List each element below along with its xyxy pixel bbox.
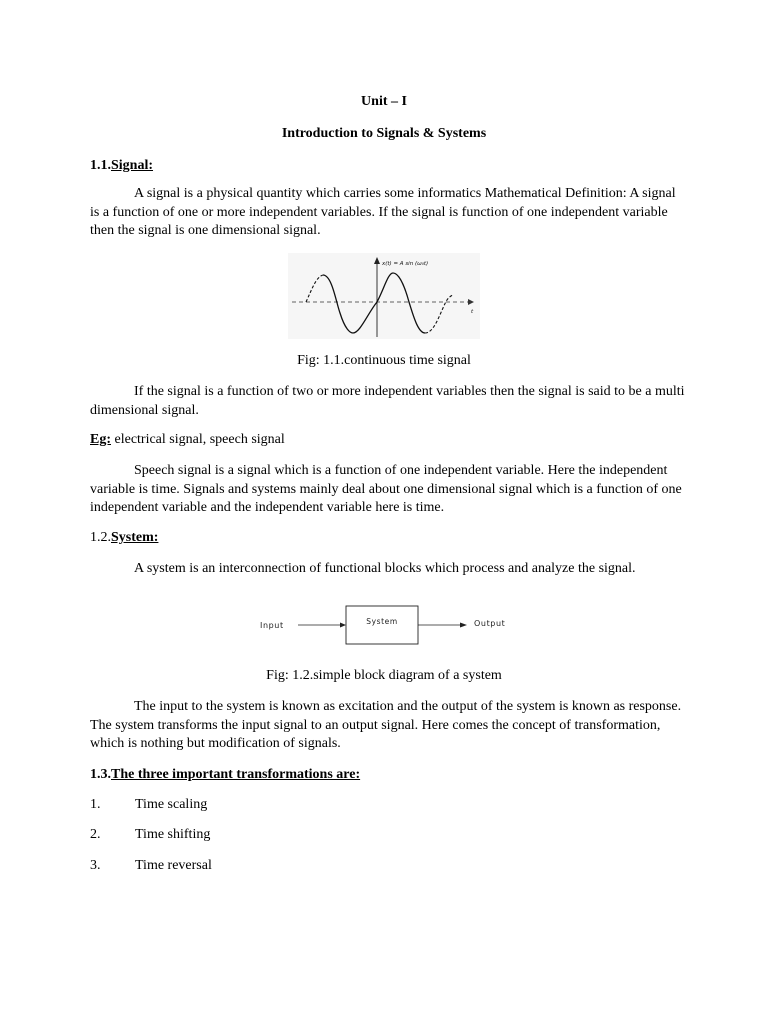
example-label: Eg: [90, 432, 111, 447]
section-1-3-heading [90, 767, 360, 783]
list-number: 3. [90, 858, 101, 873]
section-1-2-heading [90, 530, 158, 546]
page-title: Introduction to Signals & Systems [281, 126, 487, 141]
section-title: Signal: [111, 158, 154, 173]
figure-1-2-caption: Fig: 1.2.simple block diagram of a system [266, 668, 502, 683]
continuous-time-signal-figure [288, 253, 480, 339]
section-1-1-heading [90, 158, 153, 174]
example-line [90, 432, 285, 448]
list-item [90, 858, 101, 874]
system-definition-paragraph: A system is an interconnection of functional blocks which process and analyze the signal. [134, 561, 636, 576]
section-title: The three important transformations are: [111, 767, 361, 782]
list-number: 2. [90, 827, 101, 842]
list-item [90, 827, 101, 843]
time-axis-label: t [471, 309, 474, 315]
list-number: 1. [90, 797, 101, 812]
output-arrowhead [460, 623, 467, 628]
multidimensional-paragraph: If the signal is a function of two or more independent variables then the signal is said to be a multi dimensional signal. [90, 384, 685, 418]
example-text: electrical signal, speech signal [111, 432, 285, 447]
list-item-text: Time reversal [135, 858, 212, 873]
section-title: System: [111, 530, 159, 545]
input-arrowhead [340, 623, 346, 628]
section-number: 1.2. [90, 530, 111, 545]
figure-1-1-caption: Fig: 1.1.continuous time signal [297, 353, 471, 368]
excitation-response-paragraph: The input to the system is known as excitation and the output of the system is known as response. The system transforms the input signal to an output signal. Here comes the concept of transformation, which is nothing but modification of signals. [90, 699, 682, 751]
section-number: 1.1. [90, 158, 111, 173]
input-label: Input [260, 621, 284, 630]
sine-equation-label: x(t) = A sin (ω₀t) [382, 261, 429, 267]
section-number: 1.3. [90, 767, 111, 782]
output-label: Output [474, 619, 506, 628]
unit-heading: Unit – I [361, 94, 407, 109]
speech-signal-paragraph: Speech signal is a signal which is a function of one independent variable. Here the independent variable is time. Signals and systems mainly deal about one dimensional signal which is a function of one independent variable and the independent variable here is time. [90, 463, 682, 515]
signal-definition-paragraph: A signal is a physical quantity which carries some informatics Mathematical Definition: A signal is a function of one or more independent variables. If the signal is function of one independent variable then the signal is one dimensional signal. [90, 186, 676, 238]
system-block-label: System [366, 617, 398, 626]
list-item [90, 797, 101, 813]
system-block-diagram [250, 598, 530, 648]
list-item-text: Time scaling [135, 797, 208, 812]
list-item-text: Time shifting [135, 827, 211, 842]
